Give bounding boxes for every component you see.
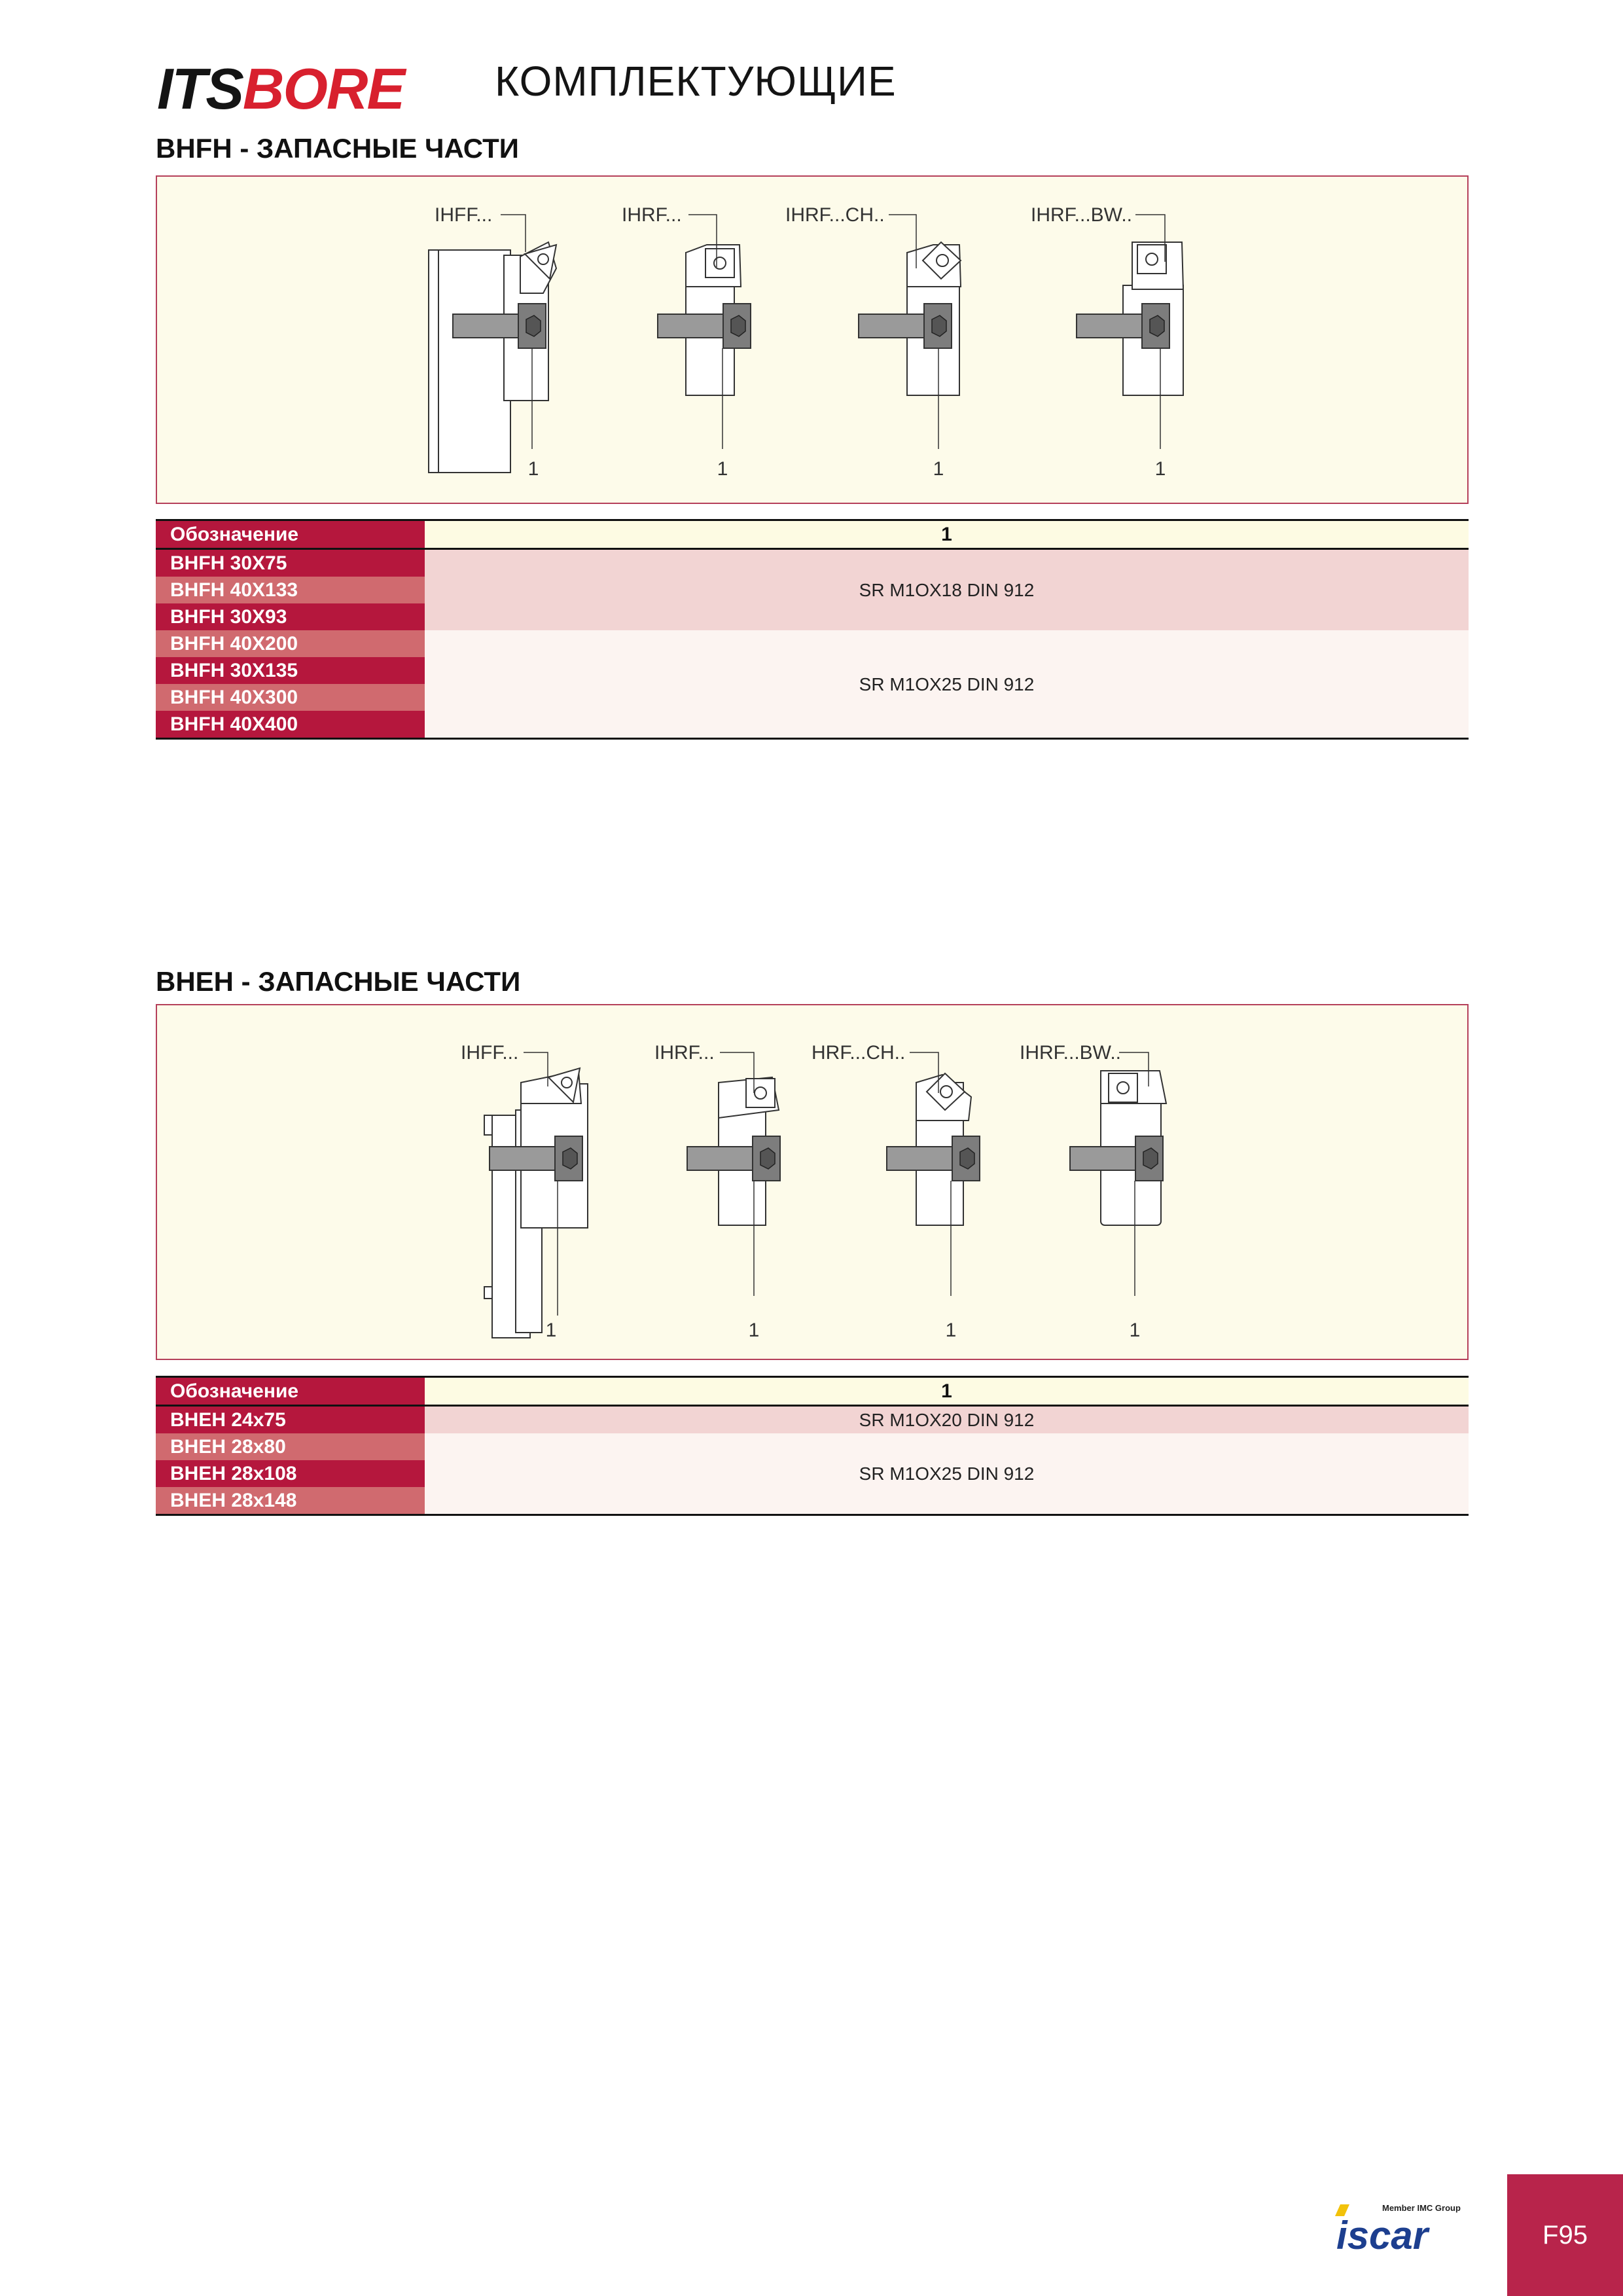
- figure-label: IHRF...BW..: [1031, 204, 1133, 226]
- table-cell-value: SR M1OX25 DIN 912: [425, 630, 1469, 739]
- figure-label: IHFF...: [435, 204, 493, 226]
- figure-label: HRF...CH..: [812, 1042, 906, 1064]
- column-header-designation: Обозначение: [156, 520, 425, 549]
- section-title-bhfh: BHFH - ЗАПАСНЫЕ ЧАСТИ: [156, 133, 519, 164]
- cartridge-ihff-bhfh: [429, 242, 556, 473]
- part-number: 1: [717, 458, 728, 480]
- cartridge-ihrf-bhfh: [658, 245, 751, 395]
- table-row-label: BHFH 40X300: [156, 684, 425, 711]
- column-header-part: 1: [425, 520, 1469, 549]
- table-row-label: BHEH 28x80: [156, 1433, 425, 1460]
- logo-tagline: Member IMC Group: [1382, 2203, 1461, 2213]
- table-cell-value: SR M1OX20 DIN 912: [425, 1406, 1469, 1434]
- part-number: 1: [545, 1319, 557, 1341]
- part-number: 1: [933, 458, 944, 480]
- logo-bore-text: BORE: [242, 56, 404, 121]
- column-header-part: 1: [425, 1377, 1469, 1406]
- figure-label: IHFF...: [461, 1042, 519, 1064]
- iscar-logo: [1335, 2197, 1472, 2255]
- table-row-label: BHEH 28x148: [156, 1487, 425, 1515]
- cartridge-ihrf-bw-bheh: [1070, 1071, 1166, 1225]
- figure-label: IHRF...: [622, 204, 682, 226]
- table-row-label: BHFH 30X93: [156, 603, 425, 630]
- cartridge-hrf-ch-bheh: [887, 1073, 980, 1225]
- figure-box-bheh: [156, 1004, 1469, 1360]
- table-row-label: BHFH 40X400: [156, 711, 425, 739]
- boring-heads-illustration-bhfh: [157, 177, 1470, 505]
- table-cell-value: SR M1OX25 DIN 912: [425, 1433, 1469, 1515]
- table-row-label: BHEH 28x108: [156, 1460, 425, 1487]
- itsbore-logo: [157, 56, 404, 121]
- figure-box-bhfh: [156, 175, 1469, 504]
- page-title: КОМПЛЕКТУЮЩИЕ: [495, 58, 897, 105]
- logo-wordmark: iscar: [1336, 2214, 1429, 2255]
- table-row-label: BHFH 30X75: [156, 549, 425, 577]
- cartridge-ihrf-bw-bhfh: [1077, 242, 1183, 395]
- figure-label: IHRF...: [654, 1042, 715, 1064]
- boring-heads-illustration-bheh: [157, 1005, 1470, 1361]
- part-number: 1: [1154, 458, 1166, 480]
- spare-parts-table-bheh: [156, 1376, 1469, 1516]
- table-row-label: BHFH 40X133: [156, 577, 425, 603]
- figure-label: IHRF...BW..: [1020, 1042, 1122, 1064]
- table-row-label: BHEH 24x75: [156, 1406, 425, 1434]
- part-number: 1: [1129, 1319, 1141, 1341]
- table-row-label: BHFH 40X200: [156, 630, 425, 657]
- figure-label: IHRF...CH..: [785, 204, 885, 226]
- cartridge-ihrf-ch-bhfh: [859, 242, 961, 395]
- spare-parts-table-bhfh: [156, 519, 1469, 740]
- column-header-designation: Обозначение: [156, 1377, 425, 1406]
- cartridge-ihrf-bheh: [687, 1077, 780, 1225]
- section-title-bheh: BHEH - ЗАПАСНЫЕ ЧАСТИ: [156, 966, 521, 997]
- part-number: 1: [527, 458, 539, 480]
- cartridge-ihff-bheh: [484, 1068, 588, 1338]
- page-number-tab: F95: [1507, 2174, 1623, 2296]
- logo-its-text: ITS: [157, 56, 243, 121]
- part-number: 1: [748, 1319, 760, 1341]
- table-cell-value: SR M1OX18 DIN 912: [425, 549, 1469, 631]
- table-row-label: BHFH 30X135: [156, 657, 425, 684]
- part-number: 1: [945, 1319, 957, 1341]
